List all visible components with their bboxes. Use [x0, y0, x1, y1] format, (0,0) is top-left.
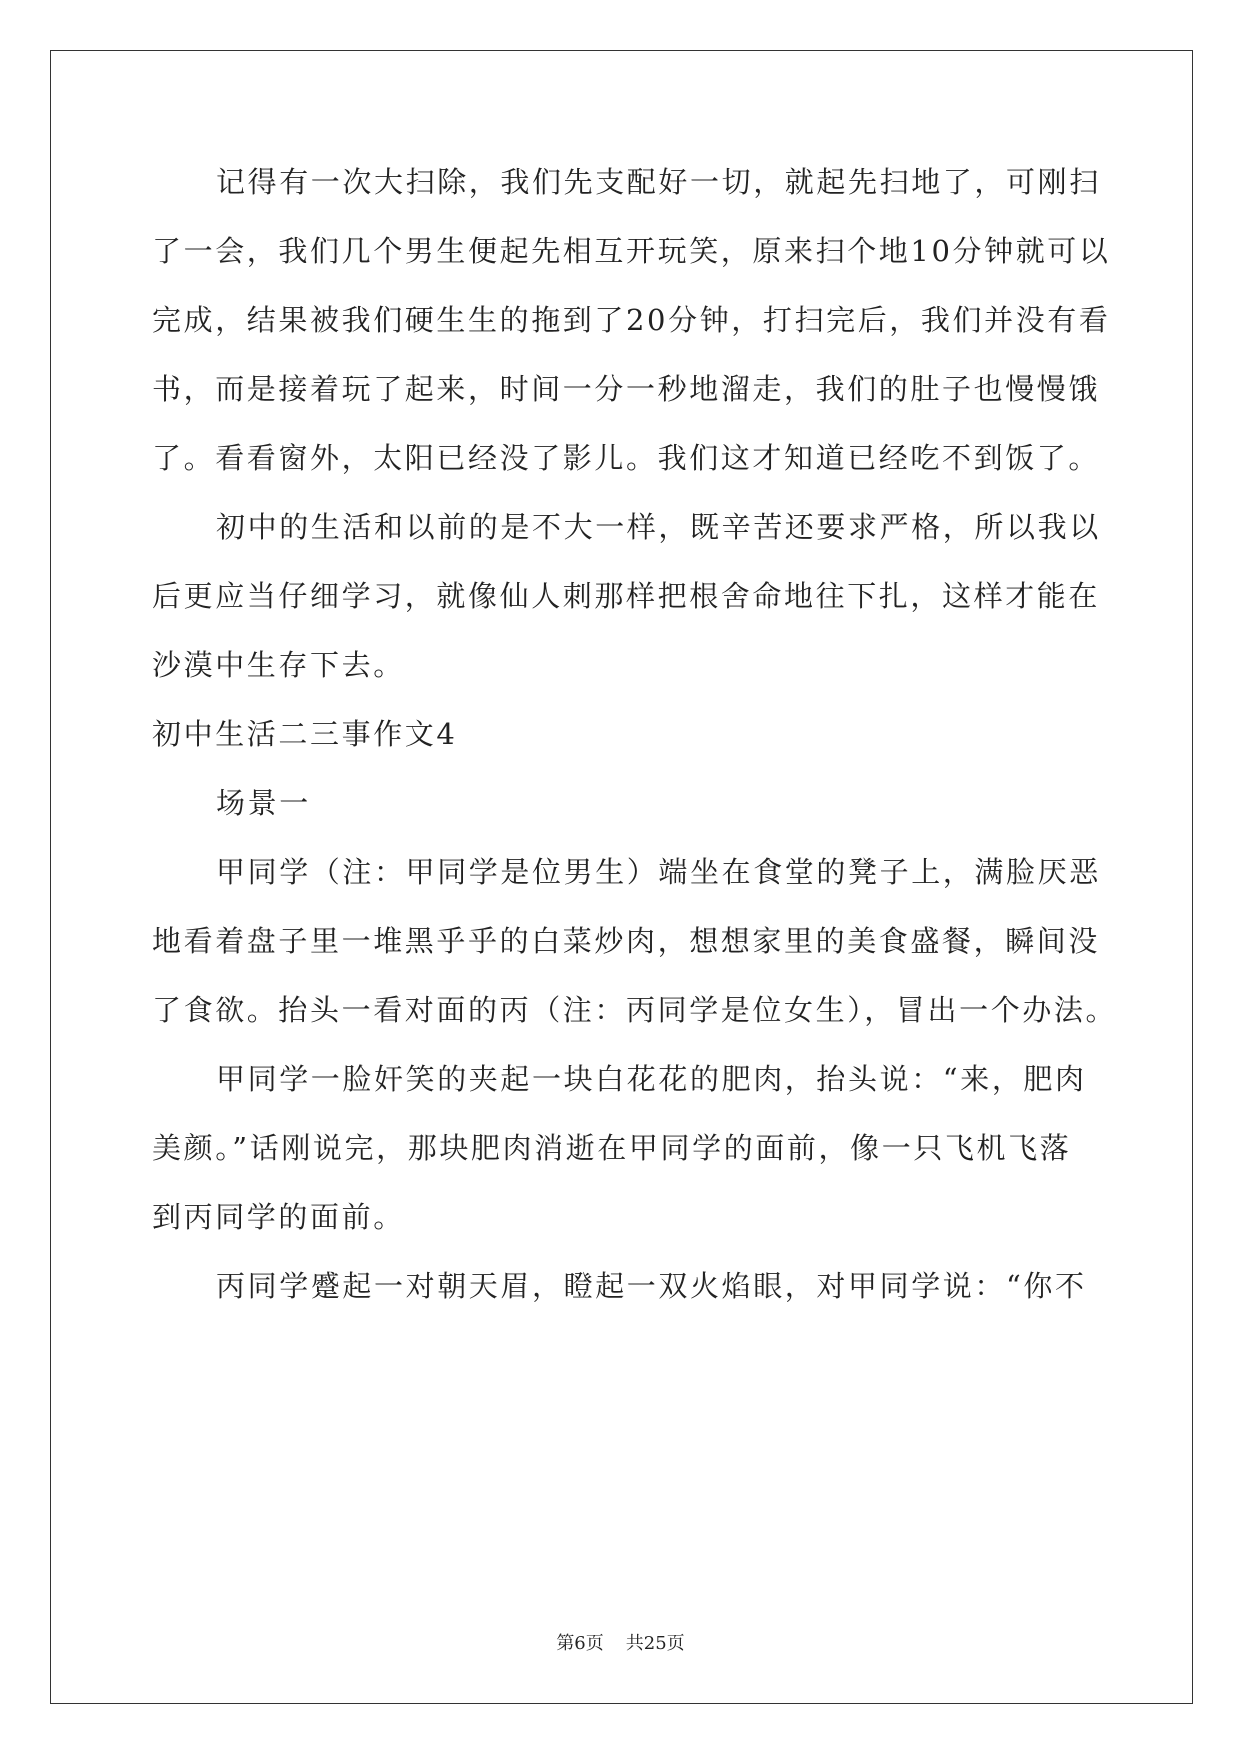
paragraph-3-line-2: 地看着盘子里一堆黑乎乎的白菜炒肉，想想家里的美食盛餐，瞬间没: [152, 924, 1101, 958]
paragraph-1-line-2: 了一会，我们几个男生便起先相互开玩笑，原来扫个地10分钟就可以: [152, 234, 1111, 268]
paragraph-1-line-3: 完成，结果被我们硬生生的拖到了20分钟，打扫完后，我们并没有看: [152, 303, 1111, 337]
paragraph-1-line-4: 书，而是接着玩了起来，时间一分一秒地溜走，我们的肚子也慢慢饿: [152, 372, 1101, 406]
paragraph-2-line-3: 沙漠中生存下去。: [152, 648, 405, 682]
paragraph-4-line-1: 甲同学一脸奸笑的夹起一块白花花的肥肉，抬头说：“来，肥肉: [216, 1062, 1087, 1096]
paragraph-1-line-1: 记得有一次大扫除，我们先支配好一切，就起先扫地了，可刚扫: [216, 165, 1101, 199]
paragraph-4-line-2: 美颜。”话刚说完，那块肥肉消逝在甲同学的面前，像一只飞机飞落: [152, 1131, 1072, 1165]
scene-label: 场景一: [216, 786, 311, 820]
section-heading: 初中生活二三事作文4: [152, 717, 458, 751]
page-number-label: 第6页: [556, 1633, 604, 1654]
page-footer: [0, 1632, 1241, 1656]
paragraph-2-line-2: 后更应当仔细学习，就像仙人刺那样把根舍命地往下扎，这样才能在: [152, 579, 1101, 613]
total-pages-label: 共25页: [625, 1633, 685, 1654]
paragraph-3-line-3: 了食欲。抬头一看对面的丙（注：丙同学是位女生），冒出一个办法。: [152, 993, 1118, 1027]
paragraph-1-line-5: 了。看看窗外，太阳已经没了影儿。我们这才知道已经吃不到饭了。: [152, 441, 1101, 475]
paragraph-5-line-1: 丙同学蹙起一对朝天眉，瞪起一双火焰眼，对甲同学说：“你不: [216, 1269, 1087, 1303]
paragraph-4-line-3: 到丙同学的面前。: [152, 1200, 405, 1234]
paragraph-2-line-1: 初中的生活和以前的是不大一样，既辛苦还要求严格，所以我以: [216, 510, 1101, 544]
paragraph-3-line-1: 甲同学（注：甲同学是位男生）端坐在食堂的凳子上，满脸厌恶: [216, 855, 1101, 889]
